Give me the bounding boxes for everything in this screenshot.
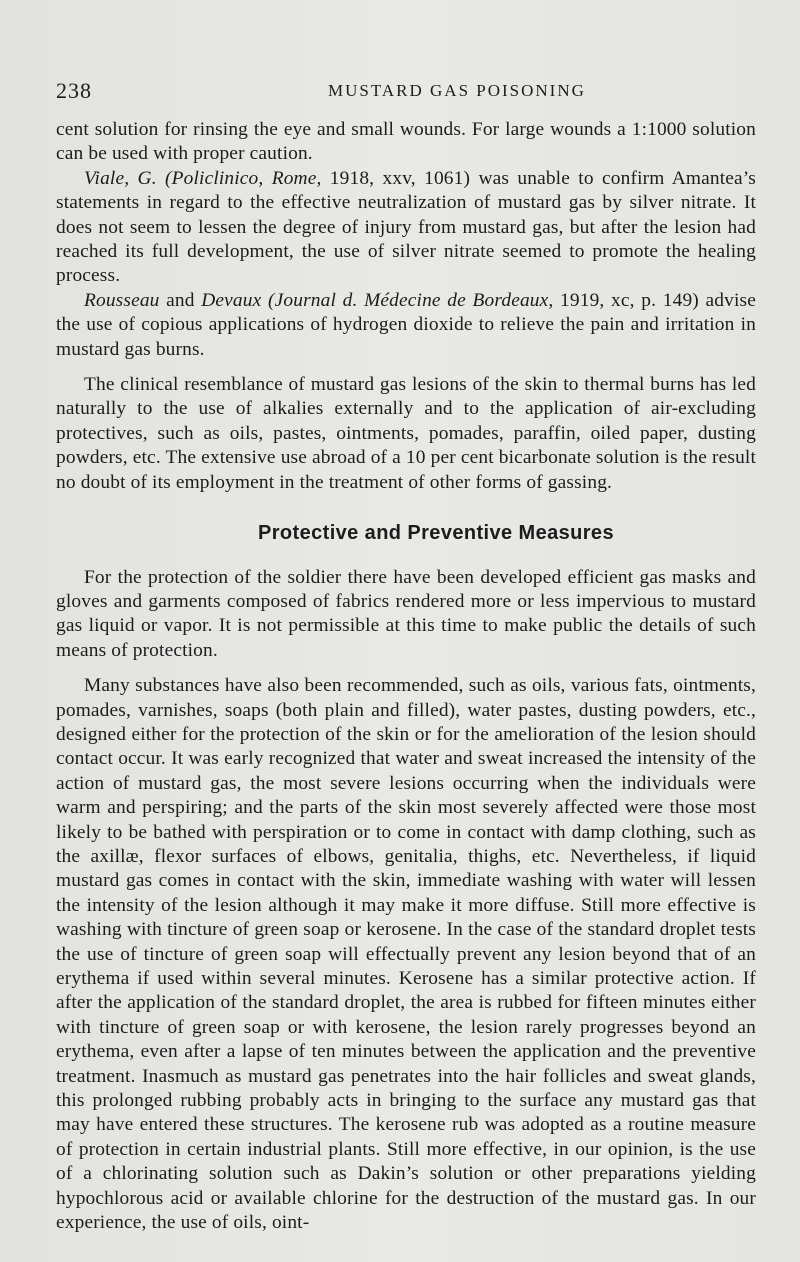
paragraph-clinical: The clinical resemblance of mustard gas lesions of the skin to thermal burns has led naturally to the use of alkalies externally and to the application of air-excluding protectives, such as oils, pastes, ointments, pomades, paraffin, oiled paper, dusting powders, etc. The extensive use abroad of a 10 per cent bicarbonate solution is the result no doubt of its employment in the treatment of other forms of gassing. [56,374,756,493]
page-number: 238 [56,78,92,103]
paragraph-viale-text: 1918, xxv, 1061) was unable to confirm Amantea’s statements in regard to the effective neutralization of mustard gas by silver nitrate. It does not seem to lessen the degree of injury from mustard gas, but after the lesion had reached its full development, the use of silver nitrate seemed to promote the healing process. [56,167,756,287]
paragraph-protection: For the protection of the soldier there have been developed efficient gas masks and gloves and garments composed of fabrics rendered more or less impervious to mustard gas liquid or vapor. It is not permissible at this time to make public the details of such means of protection. [56,566,756,661]
citation-rousseau: Rousseau [84,289,160,311]
citation-and: and [159,289,202,311]
page-header [56,78,756,102]
paragraph-rousseau-text: 1919, xc, p. 149) advise the use of copious applications of hydrogen dioxide to relieve the pain and irritation in mustard gas burns. [56,289,756,360]
citation-viale: Viale, G. (Policlinico, Rome, [84,167,322,189]
running-head: MUSTARD GAS POISONING [328,81,586,100]
paragraph-substances: Many substances have also been recommended, such as oils, various fats, ointments, pomades, varnishes, soaps (both plain and filled), water pastes, dusting powders, etc., designed either for the protection of the skin or for the amelioration of the lesion should contact occur. It was early recognized that water and sweat increased the intensity of the action of mustard gas, the most severe lesions occurring when the individuals were warm and perspiring; and the parts of the skin most severely affected were those most likely to be bathed with perspiration or to come in contact with damp clothing, such as the axillæ, flexor surfaces of elbows, genitalia, thighs, etc. Nevertheless, if liquid mustard gas comes in contact with the skin, immediate washing with water will lessen the intensity of the lesion although it may make it more diffuse. Still more effective is washing with tincture of green soap or kerosene. In the case of the standard droplet tests the use of tincture of green soap will effectually prevent any lesion beyond that of an erythema if used within several minutes. Kerosene has a similar protective action. If after the application of the standard droplet, the area is rubbed for fifteen minutes either with tincture of green soap or with kerosene, the lesion rarely progresses beyond an erythema, even after a lapse of ten minutes between the application and the preventive treatment. Inasmuch as mustard gas penetrates into the hair follicles and sweat glands, this prolonged rubbing probably acts in bringing to the surface any mustard gas that may have entered these structures. The kerosene rub was adopted as a routine measure of protection in certain industrial plants. Still more effective, in our opinion, is the use of a chlorinating solution such as Dakin’s solution or other preparations yielding hypochlorous acid or available chlorine for the destruction of the mustard gas. In our experience, the use of oils, oint- [56,675,756,1234]
paragraph-continuation: cent solution for rinsing the eye and small wounds. For large wounds a 1:1000 solution can be used with proper caution. [56,119,756,165]
section-heading: Protective and Preventive Measures [258,522,614,545]
paragraph-viale [56,167,756,289]
body-text [56,118,756,1235]
paragraph-rousseau [56,289,756,362]
citation-devaux: Devaux (Journal d. Médecine de Bordeaux, [201,289,554,311]
